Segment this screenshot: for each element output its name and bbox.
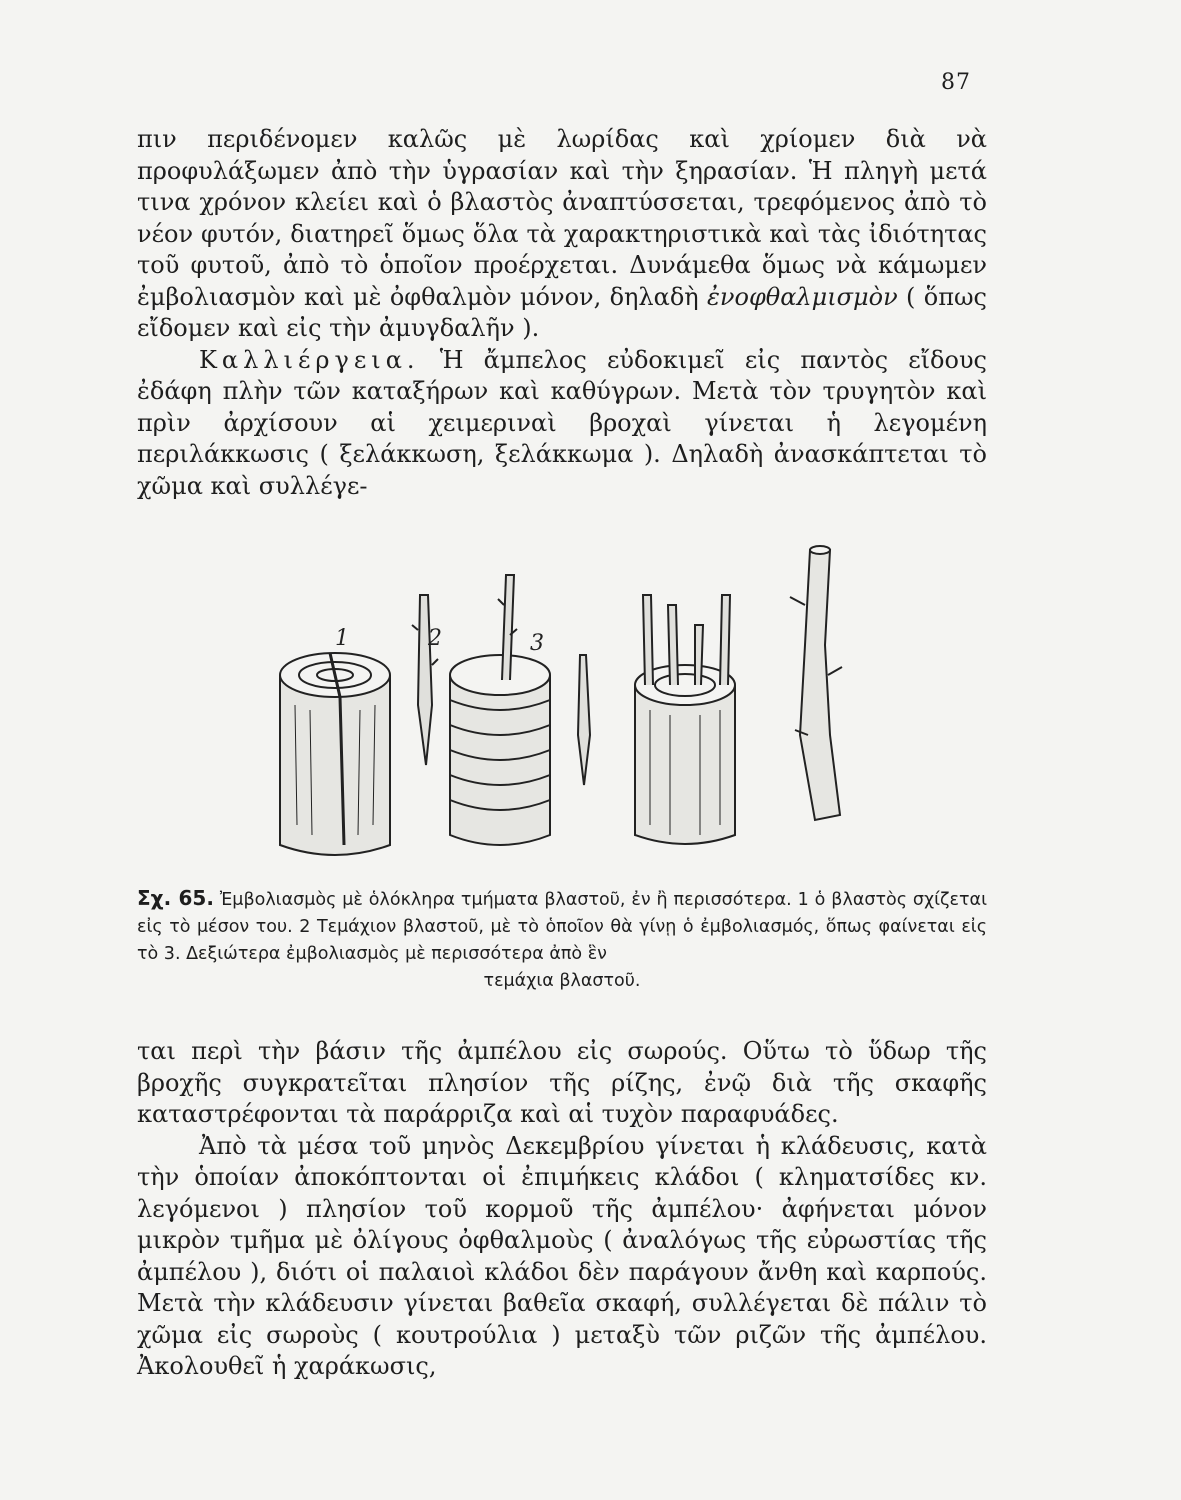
section-heading: Καλλιέργεια. — [199, 345, 420, 374]
scion-piece-drawing — [412, 595, 438, 765]
figure-number: Σχ. 65. — [137, 886, 214, 910]
top-text-block — [137, 124, 987, 502]
paragraph-continuation: ται περὶ τὴν βάσιν τῆς ἀμπέλου εἰς σωρούς. Οὕτω τὸ ὕδωρ τῆς βροχῆς συγκρατεῖται πλησίον τῆς ρίζης, ἐνῷ διὰ τῆς σκαφῆς καταστρέφονται τὰ παράρριζα καὶ αἱ τυχὸν παραφυάδες. — [137, 1037, 987, 1128]
italic-term: ἐνοφθαλμισμὸν — [707, 282, 898, 311]
figure-label-1: 1 — [335, 626, 349, 651]
paragraph-pruning: Ἀπὸ τὰ μέσα τοῦ μηνὸς Δεκεμβρίου γίνεται ἡ κλάδευσις, κατὰ τὴν ὁποίαν ἀποκόπτονται οἱ ἐπιμήκεις κλάδοι ( κληματσίδες κν. λεγόμενοι ) πλησίον τοῦ κορμοῦ τῆς ἀμπέλου· ἀφήνεται μόνον μικρὸν τμῆμα μὲ ὀλίγους ὀφθαλμοὺς ( ἀναλόγως τῆς εὐρωστίας τῆς ἀμπέλου ), διότι οἱ παλαιοὶ κλάδοι δὲν παράγουν ἄνθη καὶ καρπούς. Μετὰ τὴν κλάδευσιν γίνεται βαθεῖα σκαφή, συλλέγεται δὲ πάλιν τὸ χῶμα εἰς σωροὺς ( κουτρούλια ) μεταξὺ τῶν ριζῶν τῆς ἀμπέλου. Ἀκολουθεῖ ἡ χαράκωσις, — [137, 1131, 987, 1380]
bottom-text-block — [137, 1036, 987, 1383]
grafting-drawing — [240, 535, 900, 865]
paragraph-text: Ἡ ἄμπελος εὐδοκιμεῖ εἰς παντὸς εἴδους ἐδάφη πλὴν τῶν καταξήρων καὶ καθύγρων. Μετὰ τὸν τρυγητὸν καὶ πρὶν ἀρχίσουν αἱ χειμεριναὶ βροχαὶ γίνεται ἡ λεγομένη περιλάκκωσις ( ξελάκκωση, ξελάκκωμα ). Δηλαδὴ ἀνασκάπτεται τὸ χῶμα καὶ συλλέγε- — [137, 345, 987, 500]
caption-text: Ἐμβολιασμὸς μὲ ὁλόκληρα τμήματα βλαστοῦ, ἐν ἢ περισσότερα. 1 ὁ βλαστὸς σχίζεται εἰς τὸ μέσον του. 2 Τεμάχιον βλαστοῦ, μὲ τὸ ὁποῖον θὰ γίνῃ ὁ ἐμβολιασμός, ὅπως φαίνεται εἰς τὸ 3. Δεξιώτερα ἐμβολιασμὸς μὲ περισσότερα ἀπὸ ἓν — [137, 890, 987, 964]
split-stock-drawing — [280, 653, 390, 855]
figure-label-2: 2 — [428, 626, 442, 651]
multi-graft-drawing — [635, 595, 735, 844]
bound-graft-drawing — [450, 575, 550, 845]
figure-caption — [137, 885, 987, 995]
paragraph-cultivation — [137, 345, 987, 503]
paragraph-text-end: ( ὅπως εἴδομεν καὶ εἰς τὴν ἀμυγδαλῆν ). — [137, 282, 987, 342]
grafting-illustration — [240, 535, 900, 865]
loose-scion-drawing — [578, 655, 590, 785]
paragraph-text: πιν περιδένομεν καλῶς μὲ λωρίδας καὶ χρίομεν διὰ νὰ προφυλάξωμεν ἀπὸ τὴν ὑγρασίαν καὶ τὴν ξηρασίαν. Ἡ πληγὴ μετά τινα χρόνον κλείει καὶ ὁ βλαστὸς ἀναπτύσσεται, τρεφόμενος ἀπὸ τὸ νέον φυτόν, διατηρεῖ ὅμως ὅλα τὰ χαρακτηριστικὰ καὶ τὰς ἰδιότητας τοῦ φυτοῦ, ἀπὸ τὸ ὁποῖον προέρχεται. Δυνάμεθα ὅμως νὰ κάμωμεν ἐμβολιασμὸν καὶ μὲ ὀφθαλμὸν μόνον, δηλαδὴ — [137, 125, 987, 311]
page-number: 87 — [941, 70, 971, 95]
long-cutting-drawing — [790, 546, 842, 820]
paragraph-grafting — [137, 124, 987, 345]
caption-last-line: τεμάχια βλαστοῦ. — [483, 971, 641, 991]
figure-label-3: 3 — [530, 631, 544, 656]
